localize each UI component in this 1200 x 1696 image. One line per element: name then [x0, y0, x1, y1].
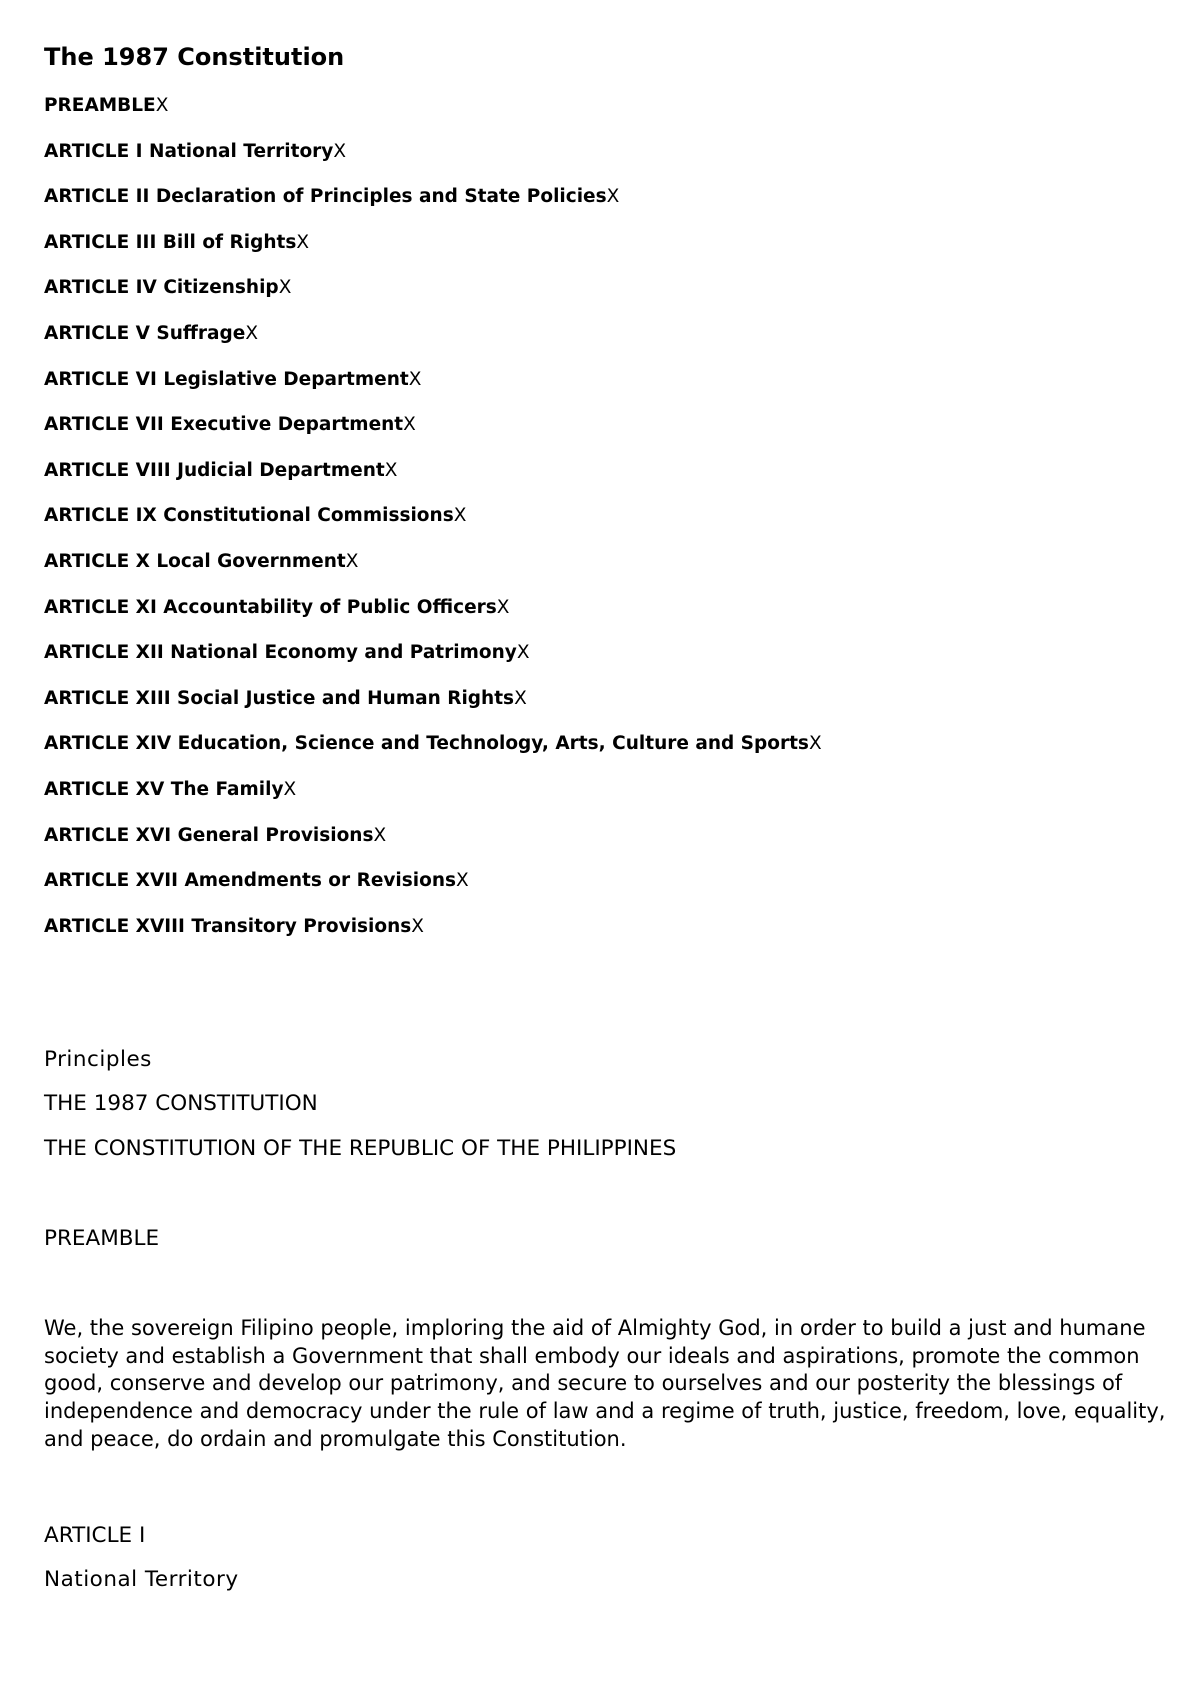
close-icon[interactable]: X [408, 368, 422, 390]
toc-link[interactable]: ARTICLE IV Citizenship [44, 277, 279, 299]
toc-link[interactable]: ARTICLE XVII Amendments or Revisions [44, 870, 457, 892]
preamble-heading: PREAMBLE [44, 1226, 160, 1251]
article-title: National Territory [44, 1567, 239, 1592]
toc-item [44, 776, 822, 822]
close-icon[interactable]: X [606, 186, 620, 208]
close-icon[interactable]: X [456, 870, 469, 892]
toc-item [44, 822, 822, 868]
close-icon[interactable]: X [345, 550, 359, 572]
toc-link[interactable]: ARTICLE XIV Education, Science and Technology, Arts, Culture and Sports [44, 733, 809, 755]
toc-item [44, 320, 822, 366]
toc-item [44, 138, 822, 184]
toc-item [44, 913, 822, 959]
close-icon[interactable]: X [403, 414, 416, 436]
toc-item [44, 685, 822, 731]
toc-item [44, 411, 822, 457]
toc-link[interactable]: ARTICLE IX Constitutional Commissions [44, 505, 454, 527]
close-icon[interactable]: X [245, 322, 259, 344]
toc-link[interactable]: ARTICLE XVI General Provisions [44, 824, 374, 846]
page-title: The 1987 Constitution [44, 43, 345, 71]
close-icon[interactable]: X [283, 778, 297, 800]
toc-item [44, 92, 822, 138]
toc-link[interactable]: PREAMBLE [44, 95, 156, 116]
close-icon[interactable]: X [514, 687, 527, 709]
toc-link[interactable]: ARTICLE XII National Economy and Patrimony [44, 642, 517, 664]
constitution-name-heading: THE CONSTITUTION OF THE REPUBLIC OF THE PHILIPPINES [44, 1136, 677, 1161]
principles-heading: Principles [44, 1047, 152, 1072]
toc-link[interactable]: ARTICLE I National Territory [44, 140, 334, 162]
preamble-paragraph: We, the sovereign Filipino people, imploring the aid of Almighty God, in order to build a just and humane society and establish a Government that shall embody our ideals and aspirations, promote the common good, conserve and develop our patrimony, and secure to ourselves and our posterity the blessings of independence and democracy under the rule of law and a regime of truth, justice, freedom, love, equality, and peace, do ordain and promulgate this Constitution. [44, 1316, 1166, 1451]
close-icon[interactable]: X [278, 277, 292, 299]
toc-link[interactable]: ARTICLE VIII Judicial Department [44, 459, 385, 481]
article-heading: ARTICLE I [44, 1523, 146, 1548]
toc-item [44, 730, 822, 776]
toc-item [44, 229, 822, 275]
toc-item [44, 548, 822, 594]
toc-link[interactable]: ARTICLE II Declaration of Principles and State Policies [44, 186, 607, 208]
toc-link[interactable]: ARTICLE XIII Social Justice and Human Rights [44, 687, 515, 709]
toc-link[interactable]: ARTICLE XI Accountability of Public Officers [44, 596, 497, 618]
toc-link[interactable]: ARTICLE V Suffrage [44, 322, 246, 344]
close-icon[interactable]: X [296, 231, 310, 253]
toc-link[interactable]: ARTICLE XV The Family [44, 778, 284, 800]
close-icon[interactable]: X [453, 505, 467, 527]
close-icon[interactable]: X [808, 733, 822, 755]
toc-link[interactable]: ARTICLE X Local Government [44, 550, 346, 572]
toc-item [44, 366, 822, 412]
toc-item [44, 867, 822, 913]
close-icon[interactable]: X [384, 459, 398, 481]
close-icon[interactable]: X [516, 642, 530, 664]
toc-item [44, 183, 822, 229]
toc-item [44, 457, 822, 503]
toc-link[interactable]: ARTICLE XVIII Transitory Provisions [44, 915, 412, 937]
toc-item [44, 274, 822, 320]
toc-link[interactable]: ARTICLE VII Executive Department [44, 414, 404, 436]
toc-item [44, 594, 822, 640]
toc-link[interactable]: ARTICLE III Bill of Rights [44, 231, 297, 253]
close-icon[interactable]: X [333, 140, 347, 162]
toc-item [44, 502, 822, 548]
toc-link[interactable]: ARTICLE VI Legislative Department [44, 368, 409, 390]
toc-item [44, 639, 822, 685]
close-icon[interactable]: X [496, 596, 510, 618]
table-of-contents [44, 92, 822, 958]
constitution-year-heading: THE 1987 CONSTITUTION [44, 1091, 318, 1116]
close-icon[interactable]: X [155, 95, 169, 116]
close-icon[interactable]: X [411, 915, 424, 937]
close-icon[interactable]: X [373, 824, 387, 846]
